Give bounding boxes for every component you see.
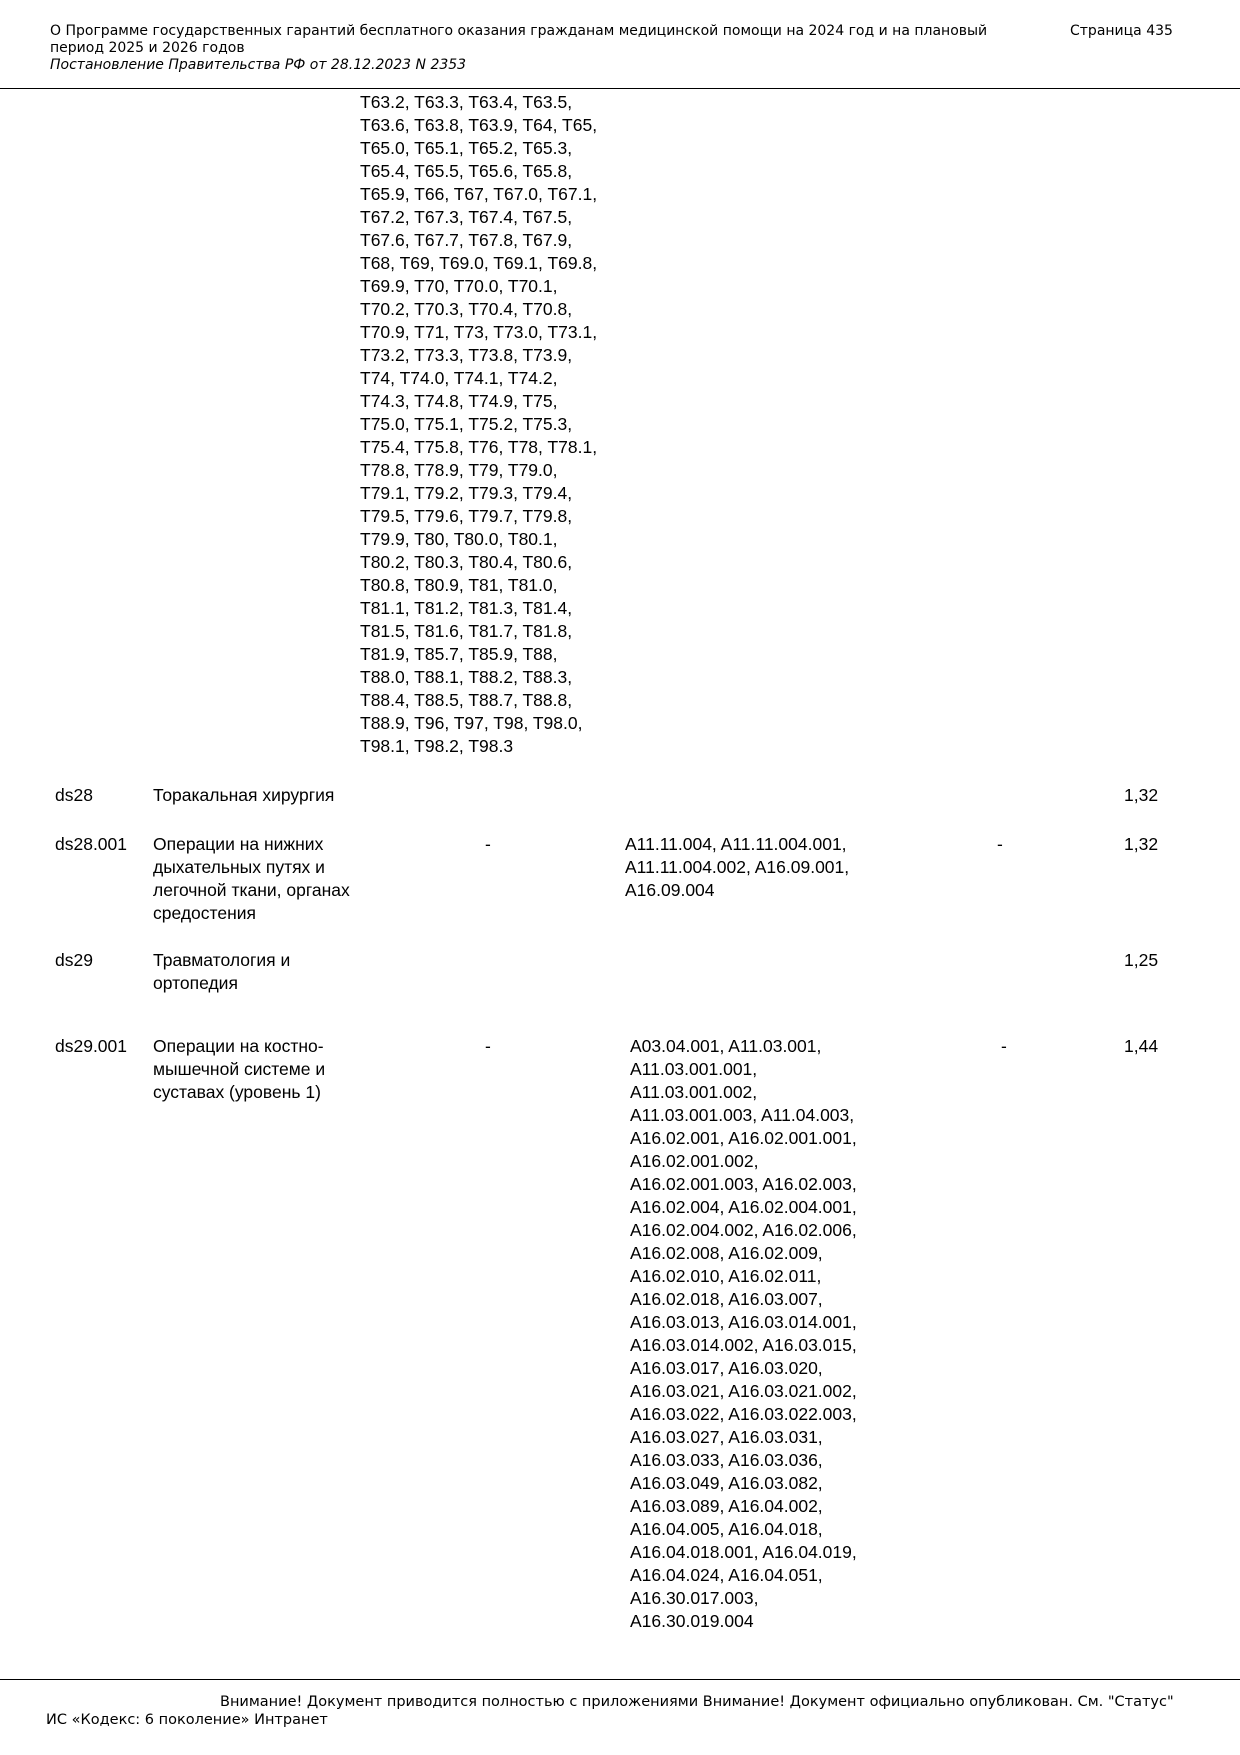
code-line: A16.09.004	[625, 880, 715, 900]
code-line: A03.04.001, A11.03.001,	[630, 1036, 822, 1056]
footer-warning: Внимание! Документ приводится полностью с приложениями Внимание! Документ официально опубликован. См. "Статус"	[220, 1694, 1174, 1710]
code-line: T70.9, T71, T73, T73.0, T73.1,	[360, 322, 598, 342]
code-line: A16.04.005, A16.04.018,	[630, 1519, 823, 1539]
code-line: A16.04.018.001, A16.04.019,	[630, 1542, 857, 1562]
code-line: T63.2, T63.3, T63.4, T63.5,	[360, 92, 573, 112]
row-ds29-001-other: -	[1001, 1036, 1007, 1056]
code-line: A16.02.001.003, A16.02.003,	[630, 1174, 857, 1194]
code-line: A11.11.004.002, A16.09.001,	[625, 857, 850, 877]
code-line: T68, T69, T69.0, T69.1, T69.8,	[360, 253, 598, 273]
code-line: T73.2, T73.3, T73.8, T73.9,	[360, 345, 573, 365]
code-line: A11.03.001.003, A11.04.003,	[630, 1105, 855, 1125]
code-line: A16.02.001, A16.02.001.001,	[630, 1128, 857, 1148]
code-line: T69.9, T70, T70.0, T70.1,	[360, 276, 558, 296]
code-line: T88.4, T88.5, T88.7, T88.8,	[360, 690, 573, 710]
document-title: О Программе государственных гарантий бесплатного оказания гражданам медицинской помощи на 2024 год и на плановый период 2025 и 2026 годов	[50, 23, 988, 56]
code-line: T75.0, T75.1, T75.2, T75.3,	[360, 414, 573, 434]
code-line: T79.1, T79.2, T79.3, T79.4,	[360, 483, 573, 503]
row-ds29-001-code: ds29.001	[55, 1036, 128, 1056]
row-ds28-001-code: ds28.001	[55, 834, 128, 854]
row-ds29-001-coefficient: 1,44	[1124, 1036, 1159, 1056]
code-line: T65.4, T65.5, T65.6, T65.8,	[360, 161, 573, 181]
code-line: A16.03.089, A16.04.002,	[630, 1496, 823, 1516]
code-line: T78.8, T78.9, T79, T79.0,	[360, 460, 558, 480]
code-line: A16.03.049, A16.03.082,	[630, 1473, 823, 1493]
page-number: Страница 435	[1070, 23, 1173, 39]
code-line: A11.11.004, A11.11.004.001,	[625, 834, 847, 854]
row-ds28-001-services	[625, 833, 849, 902]
row-ds28-name: Торакальная хирургия	[153, 785, 335, 805]
code-line: A16.02.018, A16.03.007,	[630, 1289, 823, 1309]
row-ds28-code: ds28	[55, 785, 93, 805]
code-line: T80.8, T80.9, T81, T81.0,	[360, 575, 558, 595]
code-line: T88.0, T88.1, T88.2, T88.3,	[360, 667, 573, 687]
code-line: T70.2, T70.3, T70.4, T70.8,	[360, 299, 573, 319]
row-ds28-001-name: Операции на нижних дыхательных путях и легочной ткани, органах средостения	[153, 834, 350, 923]
continuation-diagnosis-codes	[360, 91, 597, 758]
code-line: T98.1, T98.2, T98.3	[360, 736, 514, 756]
code-line: A16.03.014.002, A16.03.015,	[630, 1335, 857, 1355]
code-line: T74.3, T74.8, T74.9, T75,	[360, 391, 558, 411]
code-line: T88.9, T96, T97, T98, T98.0,	[360, 713, 583, 733]
decree-reference: Постановление Правительства РФ от 28.12.2023 N 2353	[50, 57, 467, 73]
code-line: T63.6, T63.8, T63.9, T64, T65,	[360, 115, 598, 135]
row-ds29-001-diagnosis: -	[485, 1036, 491, 1056]
code-line: T81.1, T81.2, T81.3, T81.4,	[360, 598, 573, 618]
code-line: A16.02.004.002, A16.02.006,	[630, 1220, 857, 1240]
code-line: T67.2, T67.3, T67.4, T67.5,	[360, 207, 573, 227]
header-divider	[0, 88, 1240, 89]
code-line: A16.02.001.002,	[630, 1151, 759, 1171]
row-ds28-001-diagnosis: -	[485, 834, 491, 854]
row-ds29-name: Травматология и ортопедия	[153, 950, 291, 993]
code-line: A11.03.001.001,	[630, 1059, 758, 1079]
row-ds29-001-name: Операции на костно-мышечной системе и суставах (уровень 1)	[153, 1036, 326, 1102]
code-line: T79.5, T79.6, T79.7, T79.8,	[360, 506, 573, 526]
code-line: T81.9, T85.7, T85.9, T88,	[360, 644, 558, 664]
code-line: T79.9, T80, T80.0, T80.1,	[360, 529, 558, 549]
code-line: A16.02.008, A16.02.009,	[630, 1243, 823, 1263]
code-line: T74, T74.0, T74.1, T74.2,	[360, 368, 558, 388]
code-line: T67.6, T67.7, T67.8, T67.9,	[360, 230, 573, 250]
code-line: A16.03.017, A16.03.020,	[630, 1358, 823, 1378]
code-line: A16.02.010, A16.02.011,	[630, 1266, 822, 1286]
code-line: A11.03.001.002,	[630, 1082, 758, 1102]
row-ds28-coefficient: 1,32	[1124, 785, 1159, 805]
code-line: A16.30.017.003,	[630, 1588, 759, 1608]
code-line: A16.03.027, A16.03.031,	[630, 1427, 823, 1447]
code-line: A16.03.033, A16.03.036,	[630, 1450, 823, 1470]
row-ds29-001-services	[630, 1035, 857, 1633]
code-line: T75.4, T75.8, T76, T78, T78.1,	[360, 437, 598, 457]
footer-divider	[0, 1679, 1240, 1680]
code-line: T65.0, T65.1, T65.2, T65.3,	[360, 138, 573, 158]
row-ds29-coefficient: 1,25	[1124, 950, 1159, 970]
code-line: A16.03.022, A16.03.022.003,	[630, 1404, 857, 1424]
code-line: T81.5, T81.6, T81.7, T81.8,	[360, 621, 573, 641]
row-ds28-001-other: -	[997, 834, 1003, 854]
code-line: A16.03.021, A16.03.021.002,	[630, 1381, 857, 1401]
code-line: A16.02.004, A16.02.004.001,	[630, 1197, 857, 1217]
code-line: A16.30.019.004	[630, 1611, 754, 1631]
code-line: T65.9, T66, T67, T67.0, T67.1,	[360, 184, 598, 204]
row-ds28-001-coefficient: 1,32	[1124, 834, 1159, 854]
code-line: T80.2, T80.3, T80.4, T80.6,	[360, 552, 573, 572]
footer-system-name: ИС «Кодекс: 6 поколение» Интранет	[46, 1712, 328, 1728]
row-ds29-code: ds29	[55, 950, 93, 970]
code-line: A16.04.024, A16.04.051,	[630, 1565, 823, 1585]
code-line: A16.03.013, A16.03.014.001,	[630, 1312, 857, 1332]
